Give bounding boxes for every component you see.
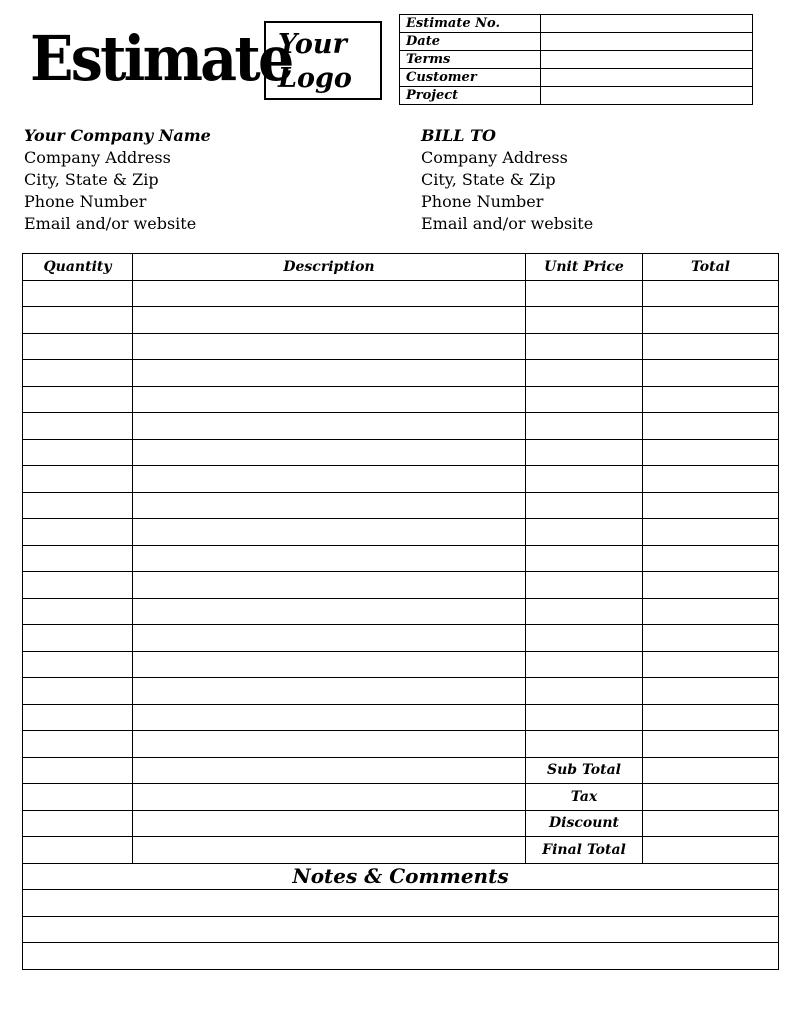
table-row [23, 307, 779, 334]
quantity-cell[interactable] [23, 678, 133, 705]
description-cell[interactable] [133, 598, 526, 625]
company-city: City, State & Zip [24, 170, 159, 189]
total-cell[interactable] [643, 333, 779, 360]
unit-price-cell[interactable] [526, 466, 643, 493]
unit-price-cell[interactable] [526, 678, 643, 705]
tax-value[interactable] [643, 784, 779, 811]
table-row [23, 280, 779, 307]
table-row [23, 439, 779, 466]
summary-row [23, 757, 779, 784]
notes-line[interactable] [23, 916, 779, 943]
unit-price-cell[interactable] [526, 704, 643, 731]
total-cell[interactable] [643, 731, 779, 758]
total-cell[interactable] [643, 651, 779, 678]
bill-to-phone: Phone Number [421, 192, 544, 211]
quantity-cell[interactable] [23, 307, 133, 334]
company-name: Your Company Name [24, 126, 211, 145]
line-items-table [22, 253, 779, 970]
quantity-cell[interactable] [23, 360, 133, 387]
total-cell[interactable] [643, 307, 779, 334]
table-header-row [23, 254, 779, 281]
description-cell[interactable] [133, 466, 526, 493]
unit-price-cell[interactable] [526, 280, 643, 307]
table-row [23, 386, 779, 413]
line-items-body [23, 280, 779, 757]
table-row [23, 704, 779, 731]
column-header-total: Total [643, 254, 779, 281]
description-cell[interactable] [133, 386, 526, 413]
bill-to-city: City, State & Zip [421, 170, 556, 189]
meta-row [400, 69, 753, 87]
quantity-cell[interactable] [23, 651, 133, 678]
unit-price-cell[interactable] [526, 386, 643, 413]
quantity-cell[interactable] [23, 784, 133, 811]
company-email: Email and/or website [24, 214, 197, 233]
total-cell[interactable] [643, 466, 779, 493]
quantity-cell[interactable] [23, 386, 133, 413]
description-cell[interactable] [133, 360, 526, 387]
description-cell[interactable] [133, 307, 526, 334]
final-total-value[interactable] [643, 837, 779, 864]
table-row [23, 678, 779, 705]
meta-label: Project [400, 87, 541, 105]
notes-line[interactable] [23, 943, 779, 970]
line-items-grid [22, 253, 778, 970]
table-row [23, 466, 779, 493]
table-row [23, 731, 779, 758]
unit-price-cell[interactable] [526, 651, 643, 678]
description-cell[interactable] [133, 731, 526, 758]
notes-line[interactable] [23, 890, 779, 917]
unit-price-cell[interactable] [526, 360, 643, 387]
description-cell[interactable] [133, 333, 526, 360]
meta-label: Date [400, 33, 541, 51]
total-cell[interactable] [643, 598, 779, 625]
quantity-cell[interactable] [23, 492, 133, 519]
quantity-cell[interactable] [23, 280, 133, 307]
company-address: Company Address [24, 148, 171, 167]
subtotal-value[interactable] [643, 757, 779, 784]
estimate-meta-table [399, 14, 753, 105]
table-row [23, 625, 779, 652]
estimate-title: Estimate [30, 22, 292, 95]
meta-value-field[interactable] [541, 69, 753, 87]
column-header-quantity: Quantity [23, 254, 133, 281]
subtotal-label: Sub Total [526, 757, 643, 784]
total-cell[interactable] [643, 572, 779, 599]
quantity-cell[interactable] [23, 439, 133, 466]
notes-row [23, 890, 779, 917]
from-block [24, 125, 211, 235]
meta-row [400, 51, 753, 69]
logo-line-2: Logo [278, 63, 352, 94]
meta-row [400, 87, 753, 105]
logo-line-1: Your [278, 29, 347, 60]
total-cell[interactable] [643, 625, 779, 652]
discount-value[interactable] [643, 810, 779, 837]
quantity-cell[interactable] [23, 572, 133, 599]
logo-placeholder [264, 21, 382, 100]
notes-row [23, 943, 779, 970]
description-cell[interactable] [133, 280, 526, 307]
unit-price-cell[interactable] [526, 572, 643, 599]
total-cell[interactable] [643, 280, 779, 307]
total-cell[interactable] [643, 386, 779, 413]
quantity-cell[interactable] [23, 837, 133, 864]
table-row [23, 598, 779, 625]
quantity-cell[interactable] [23, 413, 133, 440]
bill-to-heading: BILL TO [421, 126, 496, 145]
quantity-cell[interactable] [23, 519, 133, 546]
description-cell[interactable] [133, 837, 526, 864]
description-cell[interactable] [133, 651, 526, 678]
table-row [23, 360, 779, 387]
bill-to-block [421, 125, 593, 235]
summary-body [23, 757, 779, 890]
meta-value-field[interactable] [541, 15, 753, 33]
total-cell[interactable] [643, 678, 779, 705]
description-cell[interactable] [133, 625, 526, 652]
meta-value-field[interactable] [541, 87, 753, 105]
discount-label: Discount [526, 810, 643, 837]
unit-price-cell[interactable] [526, 492, 643, 519]
total-cell[interactable] [643, 413, 779, 440]
quantity-cell[interactable] [23, 466, 133, 493]
meta-label: Terms [400, 51, 541, 69]
total-cell[interactable] [643, 439, 779, 466]
unit-price-cell[interactable] [526, 731, 643, 758]
summary-row [23, 784, 779, 811]
quantity-cell[interactable] [23, 333, 133, 360]
column-header-unit-price: Unit Price [526, 254, 643, 281]
meta-row [400, 15, 753, 33]
meta-label: Estimate No. [400, 15, 541, 33]
quantity-cell[interactable] [23, 545, 133, 572]
company-phone: Phone Number [24, 192, 147, 211]
quantity-cell[interactable] [23, 810, 133, 837]
description-cell[interactable] [133, 413, 526, 440]
table-row [23, 492, 779, 519]
description-cell[interactable] [133, 545, 526, 572]
table-row [23, 333, 779, 360]
summary-row [23, 837, 779, 864]
tax-label: Tax [526, 784, 643, 811]
notes-row [23, 916, 779, 943]
notes-heading-row [23, 863, 779, 890]
description-cell[interactable] [133, 519, 526, 546]
quantity-cell[interactable] [23, 731, 133, 758]
unit-price-cell[interactable] [526, 307, 643, 334]
meta-row [400, 33, 753, 51]
total-cell[interactable] [643, 545, 779, 572]
table-row [23, 519, 779, 546]
notes-body [23, 890, 779, 970]
total-cell[interactable] [643, 492, 779, 519]
description-cell[interactable] [133, 784, 526, 811]
quantity-cell[interactable] [23, 704, 133, 731]
table-row [23, 545, 779, 572]
table-row [23, 413, 779, 440]
total-cell[interactable] [643, 704, 779, 731]
unit-price-cell[interactable] [526, 625, 643, 652]
description-cell[interactable] [133, 757, 526, 784]
description-cell[interactable] [133, 492, 526, 519]
description-cell[interactable] [133, 678, 526, 705]
description-cell[interactable] [133, 572, 526, 599]
table-row [23, 651, 779, 678]
bill-to-address: Company Address [421, 148, 568, 167]
unit-price-cell[interactable] [526, 545, 643, 572]
table-row [23, 572, 779, 599]
final-total-label: Final Total [526, 837, 643, 864]
unit-price-cell[interactable] [526, 439, 643, 466]
total-cell[interactable] [643, 519, 779, 546]
quantity-cell[interactable] [23, 598, 133, 625]
meta-label: Customer [400, 69, 541, 87]
quantity-cell[interactable] [23, 625, 133, 652]
unit-price-cell[interactable] [526, 413, 643, 440]
unit-price-cell[interactable] [526, 598, 643, 625]
column-header-description: Description [133, 254, 526, 281]
unit-price-cell[interactable] [526, 333, 643, 360]
description-cell[interactable] [133, 439, 526, 466]
description-cell[interactable] [133, 704, 526, 731]
unit-price-cell[interactable] [526, 519, 643, 546]
meta-value-field[interactable] [541, 33, 753, 51]
total-cell[interactable] [643, 360, 779, 387]
description-cell[interactable] [133, 810, 526, 837]
notes-heading: Notes & Comments [23, 863, 779, 890]
summary-row [23, 810, 779, 837]
bill-to-email: Email and/or website [421, 214, 594, 233]
meta-value-field[interactable] [541, 51, 753, 69]
quantity-cell[interactable] [23, 757, 133, 784]
